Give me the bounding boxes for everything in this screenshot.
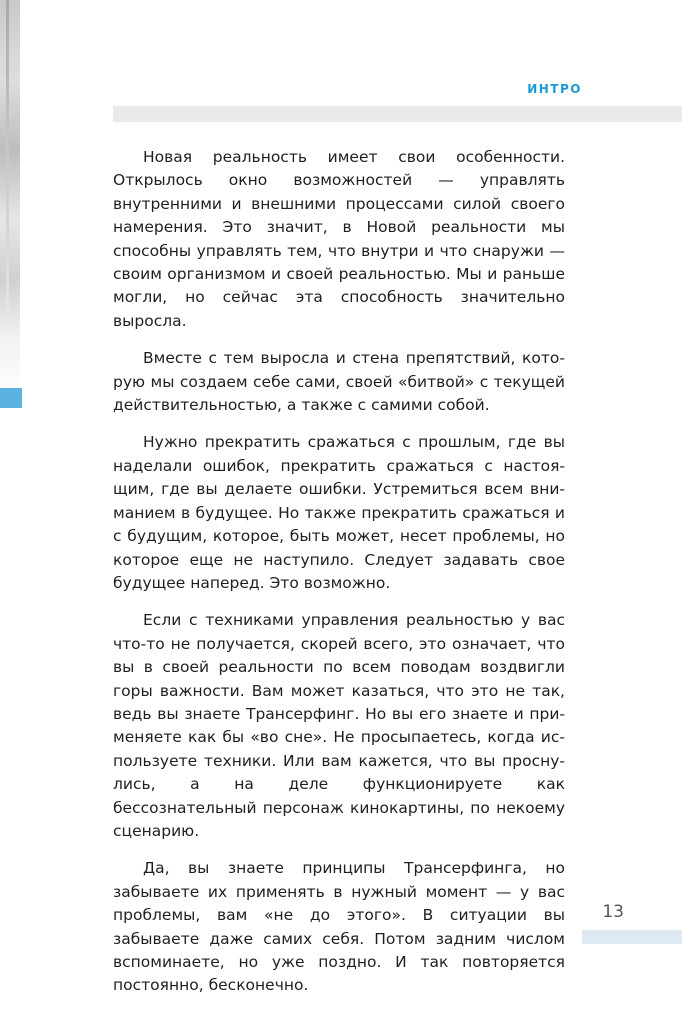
paragraph: Да, вы знаете принципы Трансерфинга, но забываете их применять в нужный момент — у вас проблемы, вам «не до этого». В ситуации вы забываете даже самих себя. Потом задним числом вспоминаете, но уже поздно. И так повторяется постоянно, бесконечно. [113, 859, 565, 995]
body-text [113, 146, 565, 1012]
paragraph: Нужно прекратить сражаться с прошлым, где вы наделали ошибок, прекратить сражаться с настоящим, где вы делаете ошибки. Устремиться всем вниманием в будущее. Но также прекратить сражаться и с будущим, которое, быть может, несет проблемы, но которое еще не наступило. Следует задавать свое будущее наперед. Это возможно. [113, 433, 565, 592]
page-edge-decoration [0, 0, 20, 1000]
footer-bar [582, 930, 682, 944]
chapter-edge-tab [0, 388, 22, 408]
paragraph: Вместе с тем выросла и стена препятствий, которую мы создаем себе сами, своей «битвой» с текущей действительностью, а также с самими собой. [113, 349, 565, 415]
page-number: 13 [602, 902, 624, 922]
paragraph: Новая реальность имеет свои особенности. Открылось окно возможностей — управлять внутренними и внешними процессами силой своего намерения. Это значит, в Новой реальности мы способны управлять тем, что внутри и что снаружи — своим организмом и своей реальностью. Мы и раньше могли, но сейчас эта способность значительно выросла. [113, 148, 565, 330]
paragraph: Если с техниками управления реальностью у вас что-то не получается, скорей всего, это означает, что вы в своей реальности по всем поводам воздвигли горы важности. Вам может казаться, что это не так, ведь вы знаете Трансерфинг. Но вы его знаете и применяете как бы «во сне». Не просыпаетесь, когда используете техники. Или вам кажется, что вы проснулись, а на деле функционируете как бессознательный персонаж кинокартины, по некоему сценарию. [113, 611, 565, 840]
section-title: ИНТРО [527, 82, 582, 96]
header-bar [113, 106, 682, 122]
